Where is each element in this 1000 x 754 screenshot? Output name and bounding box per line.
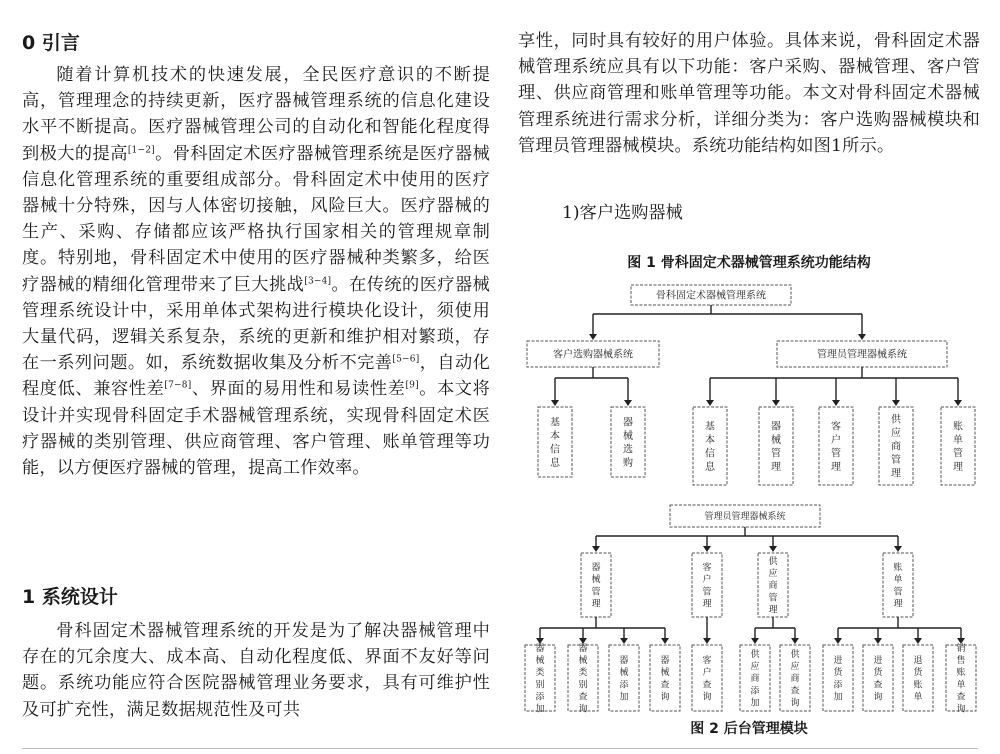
fig2-branch-label: 账单管理 — [893, 563, 903, 610]
figure-1-caption: 图 1 骨科固定术器械管理系统功能结构 — [627, 255, 871, 271]
arrowhead — [661, 638, 669, 644]
fig2-leaf-label: 客户查询 — [702, 656, 712, 703]
citation: [3−4] — [304, 275, 332, 286]
arrowhead — [832, 400, 840, 406]
fig1-customer-leaf-label: 器械选购 — [623, 417, 633, 469]
section-1-title: 1 系统设计 — [22, 586, 118, 608]
arrowhead — [589, 334, 597, 340]
fig2-leaf-label: 器械查询 — [660, 656, 670, 703]
fig1-root-label: 骨科固定术器械管理系统 — [656, 290, 766, 302]
fig1-admin-leaf-box — [941, 407, 975, 485]
arrowhead — [703, 546, 711, 552]
intro-paragraph: 随着计算机技术的快速发展，全民医疗意识的不断提高，管理理念的持续更新，医疗器械管理系统的信息化建设水平不断提高。医疗器械管理公司的自动化和智能化程度得到极大的提高[1−2]。骨科固定术医疗器械管理系统是医疗器械信息化管理系统的重要组成部分。骨科固定术中使用的医疗器械十分特殊，因与人体密切接触，风险巨大。医疗器械的生产、采购、存储都应该严格执行国家相关的管理规章制度。特别地，骨科固定术中使用的医疗器械种类繁多，给医疗器械的精细化管理带来了巨大挑战[3−4]。在传统的医疗器械管理系统设计中，采用单体式架构进行模块化设计，须使用大量代码，逻辑关系复杂，系统的更新和维护相对繁琐，存在一系列问题。如，系统数据收集及分析不完善[5−6]，自动化程度低、兼容性差[7−8]、界面的易用性和易读性差[9]。本文将设计并实现骨科固定手术器械管理系统，实现骨科固定术医疗器械的类别管理、供应商管理、客户管理、账单管理等功能，以方便医疗器械的管理，提高工作效率。 — [22, 65, 490, 479]
arrowhead — [706, 400, 714, 406]
fig1-admin-leaf-box — [819, 407, 853, 485]
arrowhead — [592, 546, 600, 552]
arrowhead — [772, 400, 780, 406]
arrowhead — [892, 400, 900, 406]
requirements-paragraph: 享性，同时具有较好的用户体验。具体来说，骨科固定术器械管理系统应具有以下功能：客户采购、器械管理、客户管理、供应商管理和账单管理等功能。本文对骨科固定术器械管理系统进行需求分析，详细分类为：客户选购器械模块和管理员管理器械模块。系统功能结构如图1所示。 — [518, 31, 980, 156]
fig2-branch-label: 客户管理 — [702, 563, 712, 610]
fig2-leaf-label: 销售账单查询 — [956, 643, 966, 715]
fig1-admin-leaf-label: 供应商管理 — [891, 414, 901, 480]
fig2-leaf-label: 供应商查询 — [790, 649, 800, 709]
arrowhead — [914, 638, 922, 644]
arrowhead — [620, 638, 628, 644]
fig2-leaf-label: 器械添加 — [619, 656, 629, 703]
fig2-leaf-label: 器械类别添加 — [535, 643, 545, 715]
fig1-admin-leaf-label: 基本信息 — [705, 421, 715, 473]
subheading-customer: 1)客户选购器械 — [562, 203, 683, 223]
fig2-root-label: 管理员管理器械系统 — [704, 512, 786, 523]
citation: [1−2] — [127, 144, 155, 155]
arrowhead — [858, 334, 866, 340]
fig1-customer-leaf-label: 基本信息 — [550, 417, 560, 469]
citation: [9] — [405, 380, 419, 391]
fig2-leaf-label: 进货添加 — [833, 656, 843, 703]
fig2-leaf-label: 退货账单 — [913, 656, 923, 703]
fig2-leaf-label: 器械类别查询 — [578, 643, 588, 715]
citation: [7−8] — [164, 380, 192, 391]
citation: [5−6] — [392, 354, 420, 365]
fig2-leaf-label: 进货查询 — [873, 656, 883, 703]
fig1-admin-node-label: 管理员管理器械系统 — [817, 349, 907, 361]
fig1-admin-leaf-label: 客户管理 — [831, 421, 841, 473]
arrowhead — [624, 400, 632, 406]
arrowhead — [834, 638, 842, 644]
fig1-admin-leaf-box — [693, 407, 727, 485]
fig1-customer-node-label: 客户选购器械系统 — [553, 349, 633, 361]
fig1-admin-leaf-label: 账单管理 — [953, 421, 963, 473]
arrowhead — [791, 638, 799, 644]
figure-2-caption: 图 2 后台管理模块 — [690, 721, 808, 737]
arrowhead — [769, 546, 777, 552]
fig2-leaf-label: 供应商添加 — [750, 649, 760, 709]
fig1-admin-leaf-label: 器械管理 — [771, 421, 781, 473]
arrowhead — [954, 400, 962, 406]
fig2-branch-label: 器械管理 — [591, 563, 601, 610]
arrowhead — [551, 400, 559, 406]
arrowhead — [874, 638, 882, 644]
page-footer-rule — [22, 748, 978, 749]
design-paragraph: 骨科固定术器械管理系统的开发是为了解决器械管理中存在的冗余度大、成本高、自动化程度低、界面不友好等问题。系统功能应符合医院器械管理业务要求，具有可维护性及可扩充性，满足数据规范性及可共 — [22, 621, 490, 720]
section-0-title: 0 引言 — [22, 32, 80, 54]
arrowhead — [894, 546, 902, 552]
fig1-admin-leaf-box — [759, 407, 793, 485]
arrowhead — [751, 638, 759, 644]
arrowhead — [703, 638, 711, 644]
fig2-branch-label: 供应商管理 — [768, 556, 778, 616]
